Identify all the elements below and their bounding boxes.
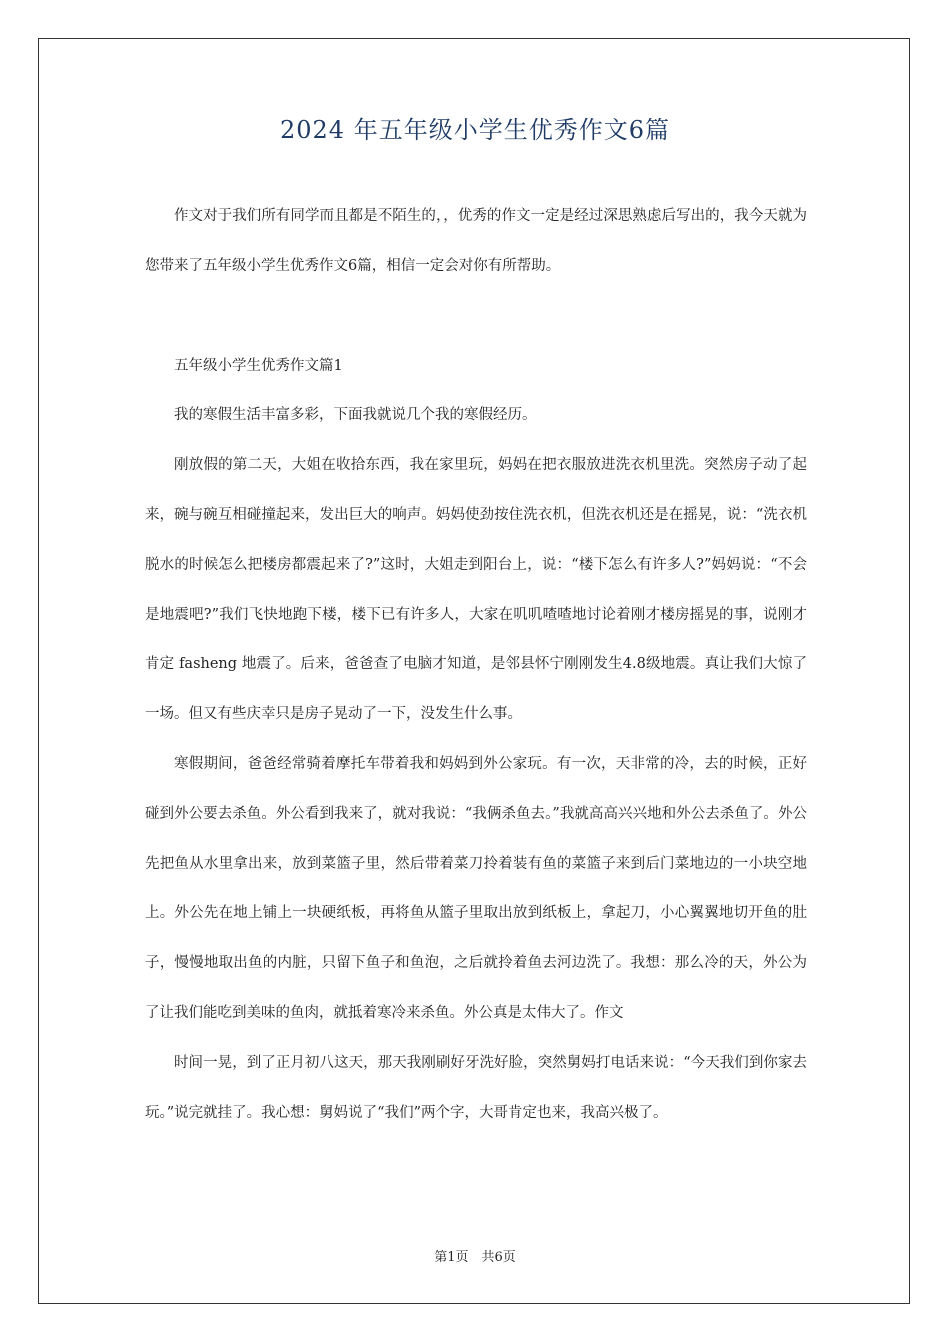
document-title: 2024 年五年级小学生优秀作文6篇 xyxy=(280,116,670,144)
page-number-footer: 第1页 共6页 xyxy=(434,1250,516,1265)
body-paragraph: 刚放假的第二天，大姐在收拾东西，我在家里玩，妈妈在把衣服放进洗衣机里洗。突然房子动了起来，碗与碗互相碰撞起来，发出巨大的响声。妈妈使劲按住洗衣机，但洗衣机还是在摇晃，说：“洗衣机脱水的时候怎么把楼房都震起来了?”这时，大姐走到阳台上，说：“楼下怎么有许多人?”妈妈说：“不会是地震吧?”我们飞快地跑下楼，楼下已有许多人，大家在叽叽喳喳地讨论着刚才楼房摇晃的事，说刚才肯定 fasheng 地震了。后来，爸爸查了电脑才知道，是邻县怀宁刚刚发生4.8级地震。真让我们大惊了一场。但又有些庆幸只是房子晃动了一下，没发生什么事。 xyxy=(145,457,807,723)
document-body xyxy=(145,192,807,1138)
intro-paragraph: 作文对于我们所有同学而且都是不陌生的，，优秀的作文一定是经过深思熟虑后写出的，我今天就为您带来了五年级小学生优秀作文6篇，相信一定会对你有所帮助。 xyxy=(145,208,807,274)
body-paragraph: 时间一晃，到了正月初八这天，那天我刚刷好牙洗好脸，突然舅妈打电话来说：“今天我们到你家去玩。”说完就挂了。我心想：舅妈说了“我们”两个字，大哥肯定也来，我高兴极了。 xyxy=(145,1054,807,1121)
body-paragraph: 我的寒假生活丰富多彩，下面我就说几个我的寒假经历。 xyxy=(174,407,537,424)
body-paragraph: 寒假期间，爸爸经常骑着摩托车带着我和妈妈到外公家玩。有一次，天非常的冷，去的时候，正好碰到外公要去杀鱼。外公看到我来了，就对我说：“我俩杀鱼去。”我就高高兴兴地和外公去杀鱼了。外公先把鱼从水里拿出来，放到菜篮子里，然后带着菜刀拎着装有鱼的菜篮子来到后门菜地边的一小块空地上。外公先在地上铺上一块硬纸板，再将鱼从篮子里取出放到纸板上，拿起刀，小心翼翼地切开鱼的肚子，慢慢地取出鱼的内脏，只留下鱼子和鱼泡，之后就拎着鱼去河边洗了。我想：那么冷的天，外公为了让我们能吃到美味的鱼肉，就抵着寒冷来杀鱼。外公真是太伟大了。作文 xyxy=(145,755,807,1021)
section-heading: 五年级小学生优秀作文篇1 xyxy=(174,357,343,374)
